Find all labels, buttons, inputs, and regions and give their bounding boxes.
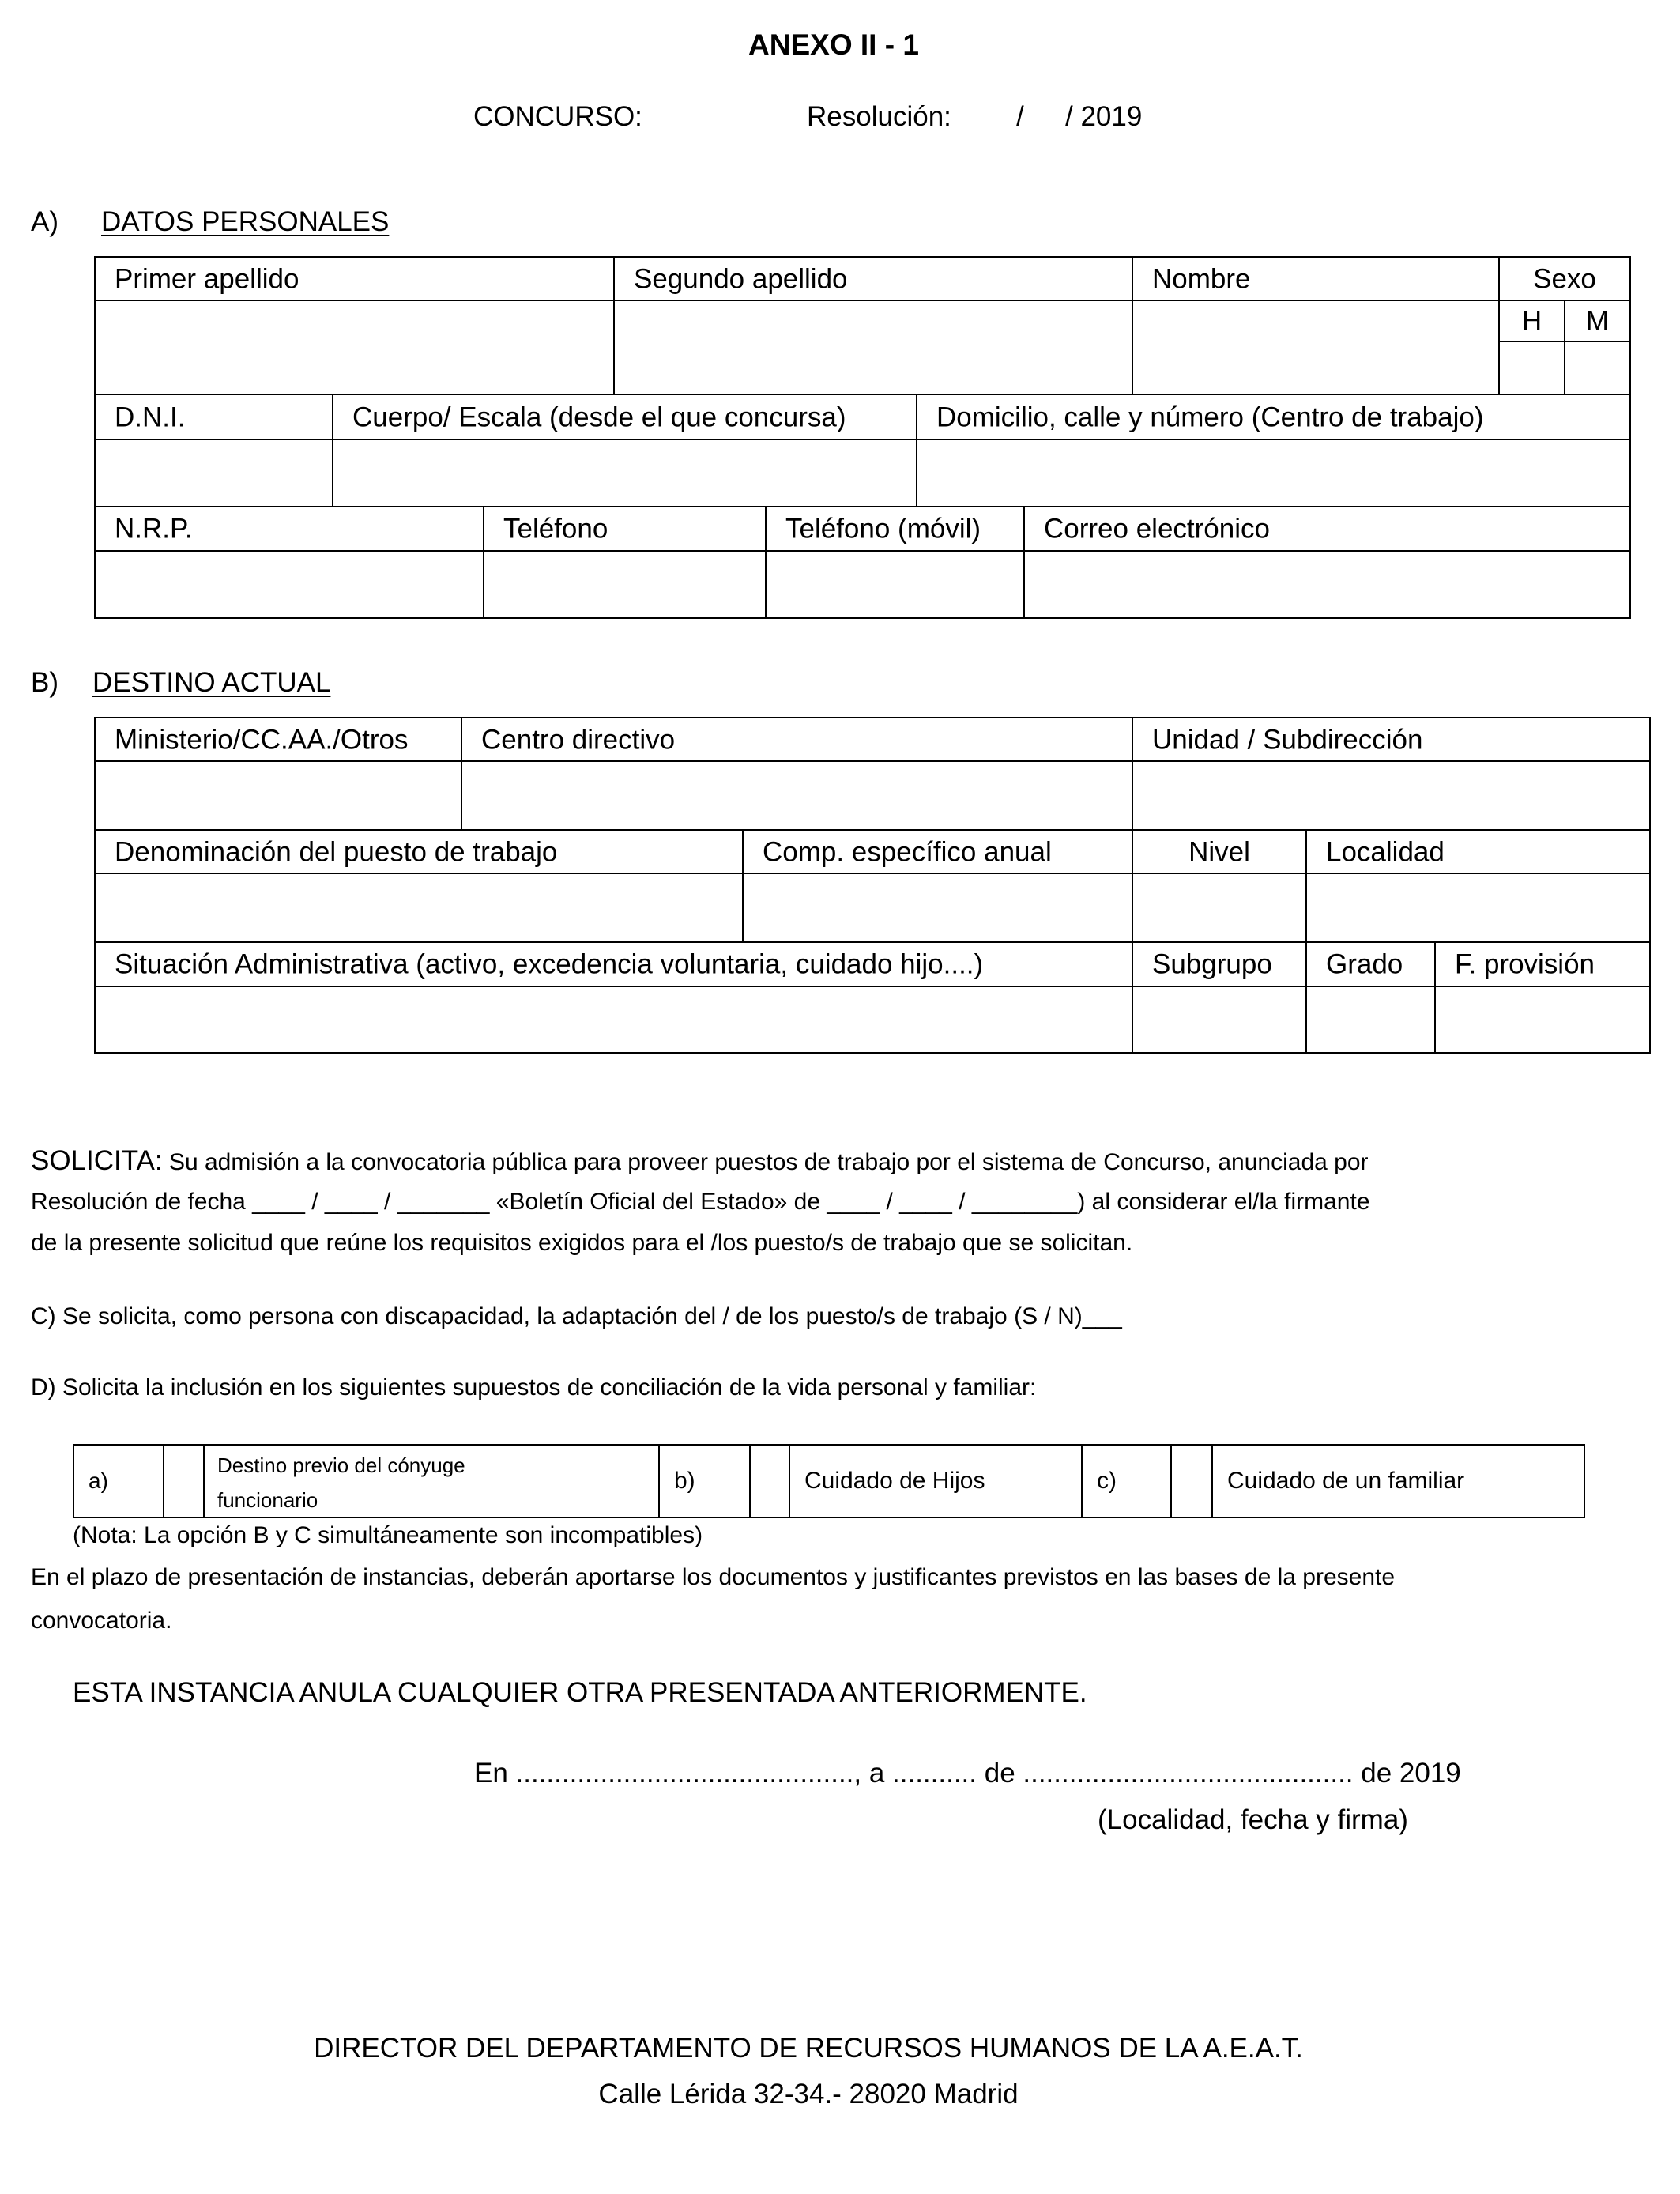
label: Subgrupo xyxy=(1152,948,1272,980)
label: H xyxy=(1521,305,1543,337)
dni-field[interactable] xyxy=(94,439,333,507)
sexo-header xyxy=(1498,256,1631,301)
option-c-checkbox[interactable] xyxy=(1170,1444,1213,1518)
comp-field[interactable] xyxy=(742,873,1133,943)
unidad-header xyxy=(1132,717,1651,762)
option-c-letter xyxy=(1081,1444,1172,1518)
option-b-letter xyxy=(658,1444,751,1518)
subgrupo-header xyxy=(1132,941,1307,987)
label: N.R.P. xyxy=(115,513,193,545)
sexo-h-checkbox[interactable] xyxy=(1498,341,1565,395)
ministerio-field[interactable] xyxy=(94,760,462,831)
label: Situación Administrativa (activo, excedencia voluntaria, cuidado hijo....) xyxy=(115,948,984,980)
section-a-title: DATOS PERSONALES xyxy=(101,206,390,237)
nivel-header xyxy=(1132,829,1307,874)
grado-header xyxy=(1305,941,1436,987)
segundo-apellido-field[interactable] xyxy=(613,300,1133,395)
plazo-line-2: convocatoria. xyxy=(31,1608,172,1634)
grado-field[interactable] xyxy=(1305,986,1436,1054)
label-line-2: funcionario xyxy=(217,1488,318,1512)
cuerpo-header xyxy=(332,394,917,440)
primer-apellido-header xyxy=(94,256,615,301)
nombre-field[interactable] xyxy=(1132,300,1500,395)
solicita-line-2: Resolución de fecha ____ / ____ / _______ «Boletín Oficial del Estado» de ____ / ____ / ________) al considerar el/la firmante xyxy=(31,1189,1370,1215)
centro-header xyxy=(461,717,1133,762)
concurso-label: CONCURSO: xyxy=(473,101,642,132)
option-a-checkbox[interactable] xyxy=(163,1444,205,1518)
label: F. provisión xyxy=(1455,948,1595,980)
label: Denominación del puesto de trabajo xyxy=(115,836,558,867)
label: Grado xyxy=(1326,948,1403,980)
denominacion-field[interactable] xyxy=(94,873,744,943)
label: Unidad / Subdirección xyxy=(1152,724,1423,755)
telefono-movil-field[interactable] xyxy=(765,550,1025,619)
situacion-header xyxy=(94,941,1133,987)
resolucion-date-year: / 2019 xyxy=(1065,101,1143,132)
label: Ministerio/CC.AA./Otros xyxy=(115,724,409,755)
telefono-field[interactable] xyxy=(483,550,767,619)
label: a) xyxy=(89,1468,108,1493)
correo-field[interactable] xyxy=(1023,550,1631,619)
label: Nombre xyxy=(1152,263,1251,294)
section-d-note: (Nota: La opción B y C simultáneamente son incompatibles) xyxy=(73,1522,703,1548)
resolucion-date-slash: / xyxy=(1016,101,1024,132)
domicilio-header xyxy=(916,394,1631,440)
segundo-apellido-header xyxy=(613,256,1133,301)
unidad-field[interactable] xyxy=(1132,760,1651,831)
dni-header xyxy=(94,394,333,440)
label: Comp. específico anual xyxy=(763,836,1052,867)
option-b-checkbox[interactable] xyxy=(749,1444,790,1518)
section-b-title: DESTINO ACTUAL xyxy=(92,667,331,698)
option-b-label xyxy=(789,1444,1083,1518)
denominacion-header xyxy=(94,829,744,874)
label: Cuerpo/ Escala (desde el que concursa) xyxy=(352,401,846,432)
nivel-field[interactable] xyxy=(1132,873,1307,943)
label: Nivel xyxy=(1188,836,1250,867)
resolucion-label: Resolución: xyxy=(807,101,951,132)
centro-field[interactable] xyxy=(461,760,1133,831)
localidad-header xyxy=(1305,829,1651,874)
section-d-intro: D) Solicita la inclusión en los siguientes supuestos de conciliación de la vida personal y familiar: xyxy=(31,1374,1037,1400)
label: Segundo apellido xyxy=(634,263,848,294)
option-a-label xyxy=(203,1444,660,1518)
solicita-label: SOLICITA: xyxy=(31,1145,163,1176)
label: M xyxy=(1585,305,1610,337)
label: Domicilio, calle y número (Centro de trabajo) xyxy=(936,401,1484,432)
nrp-field[interactable] xyxy=(94,550,484,619)
label: Cuidado de un familiar xyxy=(1227,1468,1465,1494)
anula-statement: ESTA INSTANCIA ANULA CUALQUIER OTRA PRESENTADA ANTERIORMENTE. xyxy=(73,1677,1087,1708)
label: Cuidado de Hijos xyxy=(804,1468,985,1494)
label: D.N.I. xyxy=(115,401,186,432)
nombre-header xyxy=(1132,256,1500,301)
label: Sexo xyxy=(1533,263,1596,294)
label: b) xyxy=(674,1468,695,1494)
label: Centro directivo xyxy=(481,724,676,755)
label-line-1: Destino previo del cónyuge xyxy=(217,1453,465,1477)
sexo-m-header xyxy=(1564,300,1631,342)
domicilio-field[interactable] xyxy=(916,439,1631,507)
section-c-text: C) Se solicita, como persona con discapacidad, la adaptación del / de los puesto/s de trabajo (S / N)___ xyxy=(31,1303,1122,1329)
label: Localidad xyxy=(1326,836,1445,867)
telefono-movil-header xyxy=(765,506,1025,552)
solicita-line-1 xyxy=(31,1147,1369,1174)
signature-caption: (Localidad, fecha y firma) xyxy=(1098,1804,1408,1835)
label: Correo electrónico xyxy=(1044,513,1270,545)
localidad-field[interactable] xyxy=(1305,873,1651,943)
section-b-letter: B) xyxy=(31,667,58,698)
page-title: ANEXO II - 1 xyxy=(748,28,919,61)
telefono-header xyxy=(483,506,767,552)
solicita-line-3: de la presente solicitud que reúne los requisitos exigidos para el /los puesto/s de trabajo que se solicitan. xyxy=(31,1230,1133,1256)
section-a-letter: A) xyxy=(31,206,58,237)
fprovision-field[interactable] xyxy=(1434,986,1651,1054)
option-a-letter xyxy=(73,1444,164,1518)
signature-line: En ............................................, a ........... de ........................................... de 2019 xyxy=(474,1758,1461,1789)
label: Teléfono (móvil) xyxy=(785,513,981,545)
plazo-line-1: En el plazo de presentación de instancias, deberán aportarse los documentos y justificantes previstos en las bases de la presente xyxy=(31,1564,1396,1590)
label: Primer apellido xyxy=(115,263,299,294)
subgrupo-field[interactable] xyxy=(1132,986,1307,1054)
label: c) xyxy=(1097,1468,1117,1494)
footer-address: Calle Lérida 32-34.- 28020 Madrid xyxy=(598,2079,1019,2109)
cuerpo-field[interactable] xyxy=(332,439,917,507)
solicita-text: Su admisión a la convocatoria pública para proveer puestos de trabajo por el sistema de Concurso, anunciada por xyxy=(162,1149,1369,1175)
sexo-m-checkbox[interactable] xyxy=(1564,341,1631,395)
fprovision-header xyxy=(1434,941,1651,987)
comp-header xyxy=(742,829,1133,874)
nrp-header xyxy=(94,506,484,552)
ministerio-header xyxy=(94,717,462,762)
label: Teléfono xyxy=(503,513,608,545)
primer-apellido-field[interactable] xyxy=(94,300,615,395)
correo-header xyxy=(1023,506,1631,552)
footer-addressee: DIRECTOR DEL DEPARTAMENTO DE RECURSOS HUMANOS DE LA A.E.A.T. xyxy=(314,2033,1303,2064)
option-c-label xyxy=(1211,1444,1585,1518)
sexo-h-header xyxy=(1498,300,1565,342)
situacion-field[interactable] xyxy=(94,986,1133,1054)
